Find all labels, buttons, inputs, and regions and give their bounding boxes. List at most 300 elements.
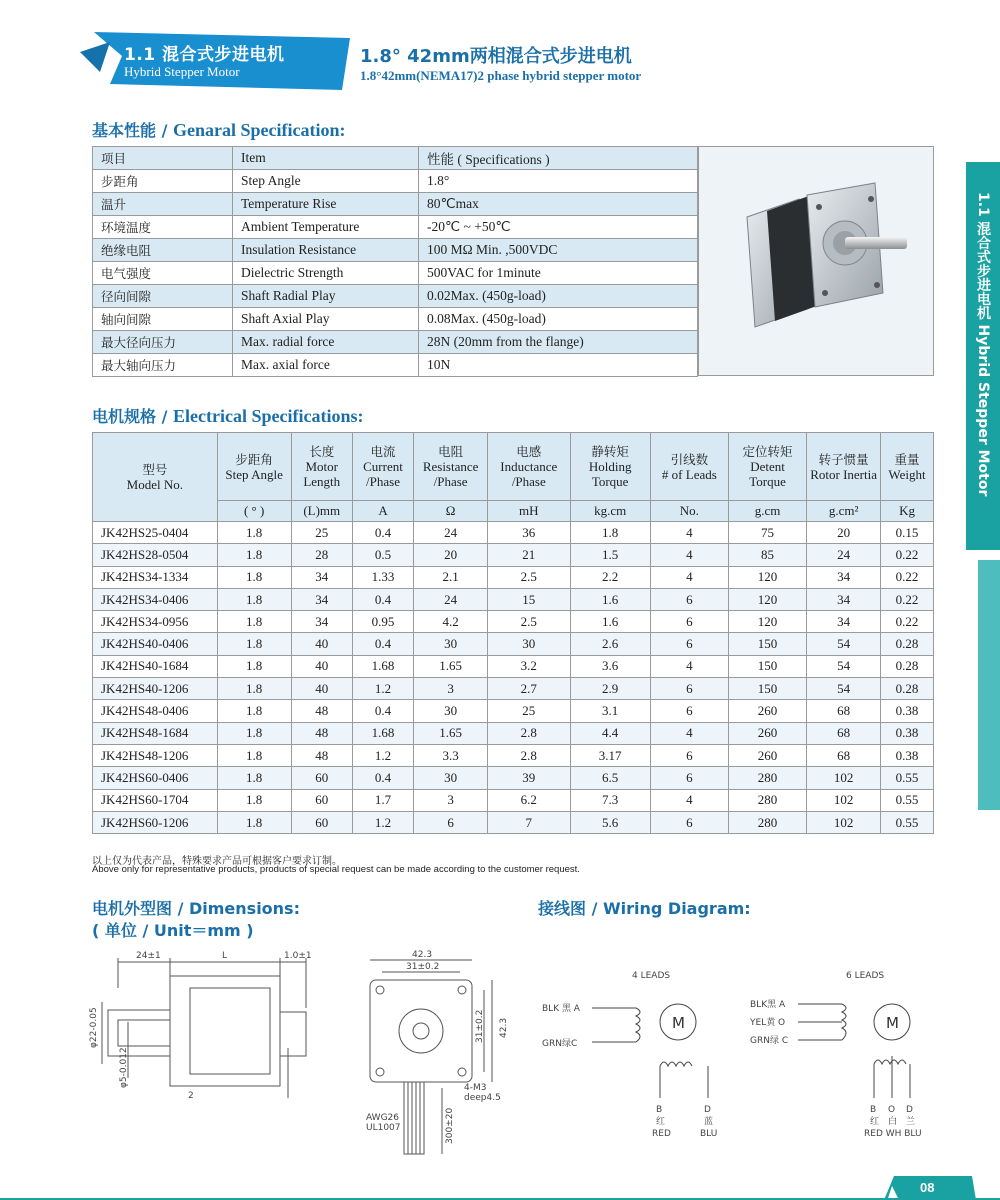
general-spec-row — [93, 262, 698, 285]
value-cell: 1.68 — [352, 655, 413, 677]
general-spec-heading — [92, 118, 345, 141]
wiring-4-d: D — [704, 1105, 711, 1115]
value-cell: 0.4 — [352, 522, 413, 544]
spec-value: -20℃ ~ +50℃ — [419, 216, 698, 239]
column-header-en: Current /Phase — [363, 459, 403, 489]
value-cell: 0.38 — [881, 744, 934, 766]
spec-item-en: Step Angle — [233, 170, 419, 193]
model-cell: JK42HS34-0956 — [93, 611, 218, 633]
column-header-zh: 型号 — [142, 462, 168, 477]
table-row — [93, 544, 934, 566]
value-cell: 3.2 — [488, 655, 570, 677]
column-header — [570, 433, 650, 501]
value-cell: 2.5 — [488, 611, 570, 633]
value-cell: 2.5 — [488, 566, 570, 588]
value-cell: 280 — [728, 811, 806, 833]
value-cell: 6.5 — [570, 767, 650, 789]
model-cell: JK42HS40-0406 — [93, 633, 218, 655]
value-cell: 6 — [650, 744, 728, 766]
model-cell: JK42HS25-0404 — [93, 522, 218, 544]
value-cell: 54 — [807, 678, 881, 700]
column-header-zh: 电感 — [516, 444, 542, 459]
spec-item-en: Dielectric Strength — [233, 262, 419, 285]
model-cell: JK42HS60-0406 — [93, 767, 218, 789]
spec-item-zh: 最大径向压力 — [93, 331, 233, 354]
table-row — [93, 700, 934, 722]
value-cell: 40 — [291, 633, 352, 655]
value-cell: 0.55 — [881, 789, 934, 811]
wiring-4-blu-en: BLU — [700, 1129, 718, 1139]
value-cell: 40 — [291, 655, 352, 677]
value-cell: 30 — [414, 767, 488, 789]
column-header-zh: 长度 — [309, 444, 335, 459]
value-cell: 4 — [650, 522, 728, 544]
value-cell: 34 — [807, 611, 881, 633]
dim-wire1: AWG26 — [366, 1113, 399, 1123]
general-spec-row — [93, 239, 698, 262]
value-cell: 4 — [650, 655, 728, 677]
value-cell: 0.22 — [881, 544, 934, 566]
general-spec-row — [93, 170, 698, 193]
model-cell: JK42HS60-1704 — [93, 789, 218, 811]
value-cell: 1.8 — [217, 544, 291, 566]
value-cell: 2.1 — [414, 566, 488, 588]
value-cell: 24 — [414, 588, 488, 610]
value-cell: 2.2 — [570, 566, 650, 588]
column-header-zh: 引线数 — [670, 451, 709, 467]
value-cell: 1.8 — [217, 811, 291, 833]
side-tab-text: 1.1 混合式步进电机 Hybrid Stepper Motor — [975, 192, 991, 497]
wiring-6-title: 6 LEADS — [846, 971, 885, 981]
page-subtitle: 1.8°42mm(NEMA17)2 phase hybrid stepper motor — [360, 68, 642, 83]
value-cell: 20 — [414, 544, 488, 566]
value-cell: 3.6 — [570, 655, 650, 677]
table-row — [93, 678, 934, 700]
wiring-4-grn: GRN绿C — [542, 1039, 578, 1049]
spec-value: 28N (20mm from the flange) — [419, 331, 698, 354]
model-cell: JK42HS28-0504 — [93, 544, 218, 566]
value-cell: 2.8 — [488, 722, 570, 744]
value-cell: 24 — [807, 544, 881, 566]
wiring-6-wh: 白 — [888, 1117, 898, 1127]
electrical-heading-zh: 电机规格 / — [92, 407, 173, 426]
value-cell: 25 — [488, 700, 570, 722]
value-cell: 3.17 — [570, 744, 650, 766]
wiring-4-motor: M — [672, 1014, 685, 1032]
model-cell: JK42HS34-0406 — [93, 588, 218, 610]
value-cell: 0.95 — [352, 611, 413, 633]
section-ribbon — [80, 32, 350, 90]
general-heading-en: Genaral Specification: — [173, 120, 346, 140]
value-cell: 0.4 — [352, 767, 413, 789]
stepper-motor-image — [699, 147, 935, 377]
wiring-6-b: B — [870, 1105, 877, 1115]
column-header — [650, 433, 728, 501]
electrical-heading-en: Electrical Specifications: — [173, 406, 364, 426]
dim-d1: 24±1 — [136, 951, 161, 961]
unit-cell: ( ° ) — [217, 501, 291, 522]
dim-screw: 4-M3 — [464, 1083, 487, 1093]
spec-item-en: Temperature Rise — [233, 193, 419, 216]
value-cell: 1.33 — [352, 566, 413, 588]
dim-front-width: 42.3 — [412, 950, 433, 960]
value-cell: 6 — [650, 588, 728, 610]
spec-item-zh: 温升 — [93, 193, 233, 216]
column-header-en: Step Angle — [225, 466, 283, 482]
table-row — [93, 611, 934, 633]
value-cell: 54 — [807, 655, 881, 677]
spec-item-zh: 径向间隙 — [93, 285, 233, 308]
value-cell: 260 — [728, 722, 806, 744]
page-number: 08 — [920, 1180, 935, 1195]
wiring-6-blk: BLK黑 A — [750, 1000, 786, 1010]
column-header-zh: 电阻 — [438, 444, 464, 459]
column-header-en: Inductance /Phase — [500, 459, 558, 489]
value-cell: 6 — [650, 633, 728, 655]
value-cell: 36 — [488, 522, 570, 544]
spec-value: 0.02Max. (450g-load) — [419, 285, 698, 308]
general-spec-row — [93, 308, 698, 331]
model-cell: JK42HS60-1206 — [93, 811, 218, 833]
general-spec-row — [93, 285, 698, 308]
column-header — [728, 433, 806, 501]
general-spec-table — [92, 146, 698, 377]
value-cell: 120 — [728, 588, 806, 610]
wiring-6-grn: GRN绿 C — [750, 1036, 789, 1046]
table-row — [93, 633, 934, 655]
value-cell: 2.9 — [570, 678, 650, 700]
column-header-en: # of Leads — [661, 466, 717, 482]
table-row — [93, 588, 934, 610]
spec-item-zh: 轴向间隙 — [93, 308, 233, 331]
column-header — [352, 433, 413, 501]
model-cell: JK42HS48-0406 — [93, 700, 218, 722]
spec-item-en: Ambient Temperature — [233, 216, 419, 239]
value-cell: 1.6 — [570, 611, 650, 633]
value-cell: 0.4 — [352, 633, 413, 655]
model-cell: JK42HS48-1206 — [93, 744, 218, 766]
wiring-4-blk: BLK 黑 A — [542, 1004, 580, 1014]
value-cell: 1.68 — [352, 722, 413, 744]
value-cell: 30 — [488, 633, 570, 655]
value-cell: 1.8 — [217, 522, 291, 544]
value-cell: 1.2 — [352, 811, 413, 833]
unit-cell: Ω — [414, 501, 488, 522]
value-cell: 3 — [414, 789, 488, 811]
spec-value: 性能 ( Specifications ) — [419, 147, 698, 170]
dim-d4: 2 — [188, 1091, 194, 1101]
spec-value: 1.8° — [419, 170, 698, 193]
value-cell: 7 — [488, 811, 570, 833]
value-cell: 0.55 — [881, 767, 934, 789]
column-header-en: Weight — [888, 466, 926, 482]
wiring-4-red: 红 — [656, 1117, 666, 1127]
table-row — [93, 522, 934, 544]
unit-cell: g.cm² — [807, 501, 881, 522]
value-cell: 25 — [291, 522, 352, 544]
general-spec-row — [93, 331, 698, 354]
value-cell: 0.28 — [881, 633, 934, 655]
column-header-en: Resistance /Phase — [422, 459, 479, 489]
spec-item-en: Item — [233, 147, 419, 170]
value-cell: 4.4 — [570, 722, 650, 744]
wiring-6-yel: YEL黄 O — [750, 1018, 786, 1028]
value-cell: 1.6 — [570, 588, 650, 610]
value-cell: 260 — [728, 744, 806, 766]
value-cell: 60 — [291, 811, 352, 833]
electrical-spec-heading — [92, 404, 363, 427]
value-cell: 1.2 — [352, 744, 413, 766]
value-cell: 260 — [728, 700, 806, 722]
unit-cell: g.cm — [728, 501, 806, 522]
value-cell: 3.1 — [570, 700, 650, 722]
value-cell: 1.8 — [217, 744, 291, 766]
side-tab-secondary — [978, 560, 1000, 810]
spec-item-zh: 步距角 — [93, 170, 233, 193]
general-spec-row — [93, 216, 698, 239]
column-header-zh: 电流 — [370, 444, 396, 459]
column-header — [488, 433, 570, 501]
value-cell: 21 — [488, 544, 570, 566]
side-view-drawing — [88, 948, 318, 1108]
wiring-4-title: 4 LEADS — [632, 971, 671, 981]
column-header-zh: 静转矩 — [591, 444, 629, 459]
value-cell: 120 — [728, 566, 806, 588]
value-cell: 20 — [807, 522, 881, 544]
wiring-6-o: O — [888, 1105, 896, 1115]
wiring-heading: 接线图 / Wiring Diagram: — [538, 899, 751, 918]
value-cell: 48 — [291, 700, 352, 722]
wiring-6-d: D — [906, 1105, 913, 1115]
spec-item-en: Shaft Axial Play — [233, 308, 419, 331]
column-header-zh: 步距角 — [235, 451, 273, 467]
note-zh: 以上仅为代表产品，特殊要求产品可根据客户要求订制。 — [92, 856, 342, 867]
spec-item-zh: 项目 — [93, 147, 233, 170]
value-cell: 0.5 — [352, 544, 413, 566]
dimensions-heading: 电机外型图 / Dimensions: — [92, 899, 300, 918]
note-en: Above only for representative products, products of special request can be made according to the customer request. — [92, 864, 580, 875]
value-cell: 0.22 — [881, 566, 934, 588]
electrical-spec-table — [92, 432, 934, 834]
wiring-6-blu: 兰 — [906, 1117, 916, 1127]
value-cell: 34 — [291, 588, 352, 610]
value-cell: 0.22 — [881, 588, 934, 610]
value-cell: 150 — [728, 655, 806, 677]
spec-value: 80℃max — [419, 193, 698, 216]
spec-item-zh: 绝缘电阻 — [93, 239, 233, 262]
value-cell: 1.5 — [570, 544, 650, 566]
column-header-zh: 重量 — [894, 451, 920, 467]
wiring-6-en-row: RED WH BLU — [864, 1129, 922, 1139]
value-cell: 60 — [291, 767, 352, 789]
wiring-4-b: B — [656, 1105, 663, 1115]
model-cell: JK42HS40-1684 — [93, 655, 218, 677]
value-cell: 28 — [291, 544, 352, 566]
value-cell: 40 — [291, 678, 352, 700]
value-cell: 30 — [414, 633, 488, 655]
value-cell: 1.8 — [570, 522, 650, 544]
unit-cell: kg.cm — [570, 501, 650, 522]
value-cell: 1.2 — [352, 678, 413, 700]
column-header-en: Holding Torque — [588, 459, 632, 489]
column-header-zh: 定位转矩 — [742, 444, 793, 459]
unit-cell: Kg — [881, 501, 934, 522]
dim-front-inner: 31±0.2 — [475, 1009, 485, 1043]
value-cell: 150 — [728, 633, 806, 655]
column-header-zh: 转子惯量 — [818, 451, 869, 467]
column-header — [291, 433, 352, 501]
value-cell: 0.28 — [881, 655, 934, 677]
value-cell: 0.55 — [881, 811, 934, 833]
model-cell: JK42HS48-1684 — [93, 722, 218, 744]
value-cell: 102 — [807, 789, 881, 811]
value-cell: 4.2 — [414, 611, 488, 633]
value-cell: 34 — [291, 611, 352, 633]
value-cell: 2.7 — [488, 678, 570, 700]
column-header-en: Detent Torque — [749, 459, 786, 489]
column-header — [93, 433, 218, 522]
value-cell: 60 — [291, 789, 352, 811]
spec-item-en: Max. radial force — [233, 331, 419, 354]
value-cell: 1.8 — [217, 767, 291, 789]
table-row — [93, 566, 934, 588]
value-cell: 4 — [650, 722, 728, 744]
unit-cell: (L)mm — [291, 501, 352, 522]
dim-dia2: φ5-0.012 — [119, 1047, 129, 1088]
table-row — [93, 655, 934, 677]
value-cell: 0.22 — [881, 611, 934, 633]
table-row — [93, 789, 934, 811]
wiring-4-blu: 蓝 — [704, 1117, 714, 1127]
section-subtitle: Hybrid Stepper Motor — [124, 64, 240, 79]
value-cell: 15 — [488, 588, 570, 610]
value-cell: 1.65 — [414, 655, 488, 677]
value-cell: 6 — [650, 678, 728, 700]
value-cell: 2.6 — [570, 633, 650, 655]
spec-item-zh: 环境温度 — [93, 216, 233, 239]
value-cell: 7.3 — [570, 789, 650, 811]
motor-photo — [698, 146, 934, 376]
value-cell: 1.8 — [217, 633, 291, 655]
table-row — [93, 744, 934, 766]
column-header — [217, 433, 291, 501]
value-cell: 1.7 — [352, 789, 413, 811]
value-cell: 6 — [650, 811, 728, 833]
column-header-en: Motor Length — [303, 459, 341, 489]
value-cell: 75 — [728, 522, 806, 544]
value-cell: 3 — [414, 678, 488, 700]
column-header — [881, 433, 934, 501]
wiring-6-red: 红 — [870, 1117, 880, 1127]
spec-value: 10N — [419, 354, 698, 377]
value-cell: 85 — [728, 544, 806, 566]
general-spec-row — [93, 193, 698, 216]
value-cell: 48 — [291, 722, 352, 744]
value-cell: 0.4 — [352, 700, 413, 722]
wiring-6-motor: M — [886, 1014, 899, 1032]
column-header — [807, 433, 881, 501]
value-cell: 34 — [807, 588, 881, 610]
section-title: 1.1 混合式步进电机 — [124, 45, 285, 65]
value-cell: 0.38 — [881, 722, 934, 744]
table-row — [93, 811, 934, 833]
value-cell: 30 — [414, 700, 488, 722]
value-cell: 1.8 — [217, 700, 291, 722]
wiring-6-leads — [746, 956, 946, 1146]
value-cell: 0.28 — [881, 678, 934, 700]
dimensions-unit: ( 单位 / Unit＝mm ) — [92, 921, 254, 940]
value-cell: 120 — [728, 611, 806, 633]
value-cell: 68 — [807, 744, 881, 766]
column-header — [414, 433, 488, 501]
value-cell: 24 — [414, 522, 488, 544]
model-cell: JK42HS34-1334 — [93, 566, 218, 588]
value-cell: 2.8 — [488, 744, 570, 766]
value-cell: 6 — [414, 811, 488, 833]
value-cell: 68 — [807, 722, 881, 744]
page-title: 1.8° 42mm两相混合式步进电机 — [360, 46, 632, 67]
value-cell: 0.4 — [352, 588, 413, 610]
value-cell: 34 — [807, 566, 881, 588]
unit-cell: No. — [650, 501, 728, 522]
model-cell: JK42HS40-1206 — [93, 678, 218, 700]
general-heading-zh: 基本性能 / — [92, 121, 173, 140]
dim-d2: L — [222, 951, 228, 961]
dim-wire-len: 300±20 — [445, 1107, 455, 1144]
value-cell: 4 — [650, 566, 728, 588]
value-cell: 3.3 — [414, 744, 488, 766]
value-cell: 1.8 — [217, 611, 291, 633]
value-cell: 48 — [291, 744, 352, 766]
dim-wire2: UL1007 — [366, 1123, 401, 1133]
general-spec-row — [93, 354, 698, 377]
value-cell: 1.8 — [217, 566, 291, 588]
value-cell: 34 — [291, 566, 352, 588]
spec-item-zh: 最大轴向压力 — [93, 354, 233, 377]
value-cell: 54 — [807, 633, 881, 655]
value-cell: 4 — [650, 789, 728, 811]
dim-dia1: φ22-0.05 — [89, 1007, 99, 1048]
value-cell: 1.8 — [217, 789, 291, 811]
value-cell: 6 — [650, 700, 728, 722]
spec-item-en: Shaft Radial Play — [233, 285, 419, 308]
value-cell: 102 — [807, 767, 881, 789]
value-cell: 68 — [807, 700, 881, 722]
value-cell: 1.8 — [217, 722, 291, 744]
value-cell: 39 — [488, 767, 570, 789]
value-cell: 5.6 — [570, 811, 650, 833]
spec-item-zh: 电气强度 — [93, 262, 233, 285]
column-header-en: Model No. — [126, 477, 183, 492]
value-cell: 1.8 — [217, 678, 291, 700]
spec-item-en: Insulation Resistance — [233, 239, 419, 262]
value-cell: 6 — [650, 611, 728, 633]
value-cell: 1.8 — [217, 655, 291, 677]
table-row — [93, 767, 934, 789]
value-cell: 150 — [728, 678, 806, 700]
side-tab — [966, 162, 1000, 550]
table-row — [93, 722, 934, 744]
value-cell: 0.38 — [881, 700, 934, 722]
front-view-drawing — [356, 948, 526, 1168]
unit-cell: A — [352, 501, 413, 522]
value-cell: 6.2 — [488, 789, 570, 811]
value-cell: 280 — [728, 789, 806, 811]
dim-d3: 1.0±1 — [284, 951, 312, 961]
dim-front-top: 31±0.2 — [406, 962, 440, 972]
dim-screw-depth: deep4.5 — [464, 1093, 501, 1103]
wiring-4-leads — [540, 956, 740, 1146]
